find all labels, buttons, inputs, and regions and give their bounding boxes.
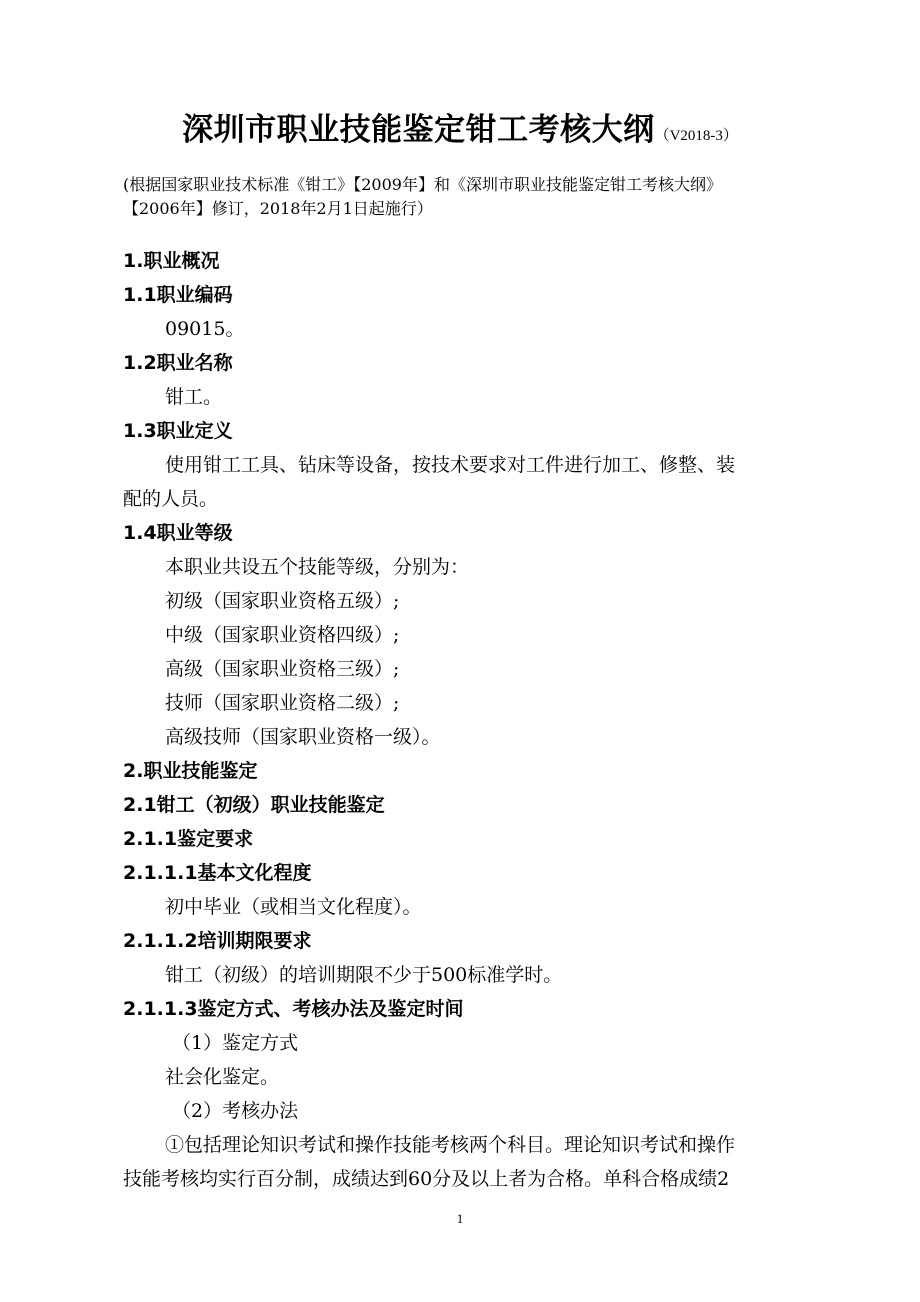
body-text: 本职业共设五个技能等级，分别为： <box>165 556 470 578</box>
section-heading: 1.职业概况 <box>123 250 220 272</box>
document-title: 深圳市职业技能鉴定钳工考核大纲 <box>182 112 655 148</box>
subsection-heading: 2.1.1.2培训期限要求 <box>123 930 312 952</box>
level-item: 高级技师（国家职业资格一级）。 <box>165 726 441 748</box>
subsection-heading: 2.1钳工（初级）职业技能鉴定 <box>123 794 385 816</box>
document-version: （V2018-3） <box>654 128 738 144</box>
revision-note-line-2: 【2006年】修订，2018年2月1日起施行） <box>123 199 433 218</box>
subsection-heading: 2.1.1鉴定要求 <box>123 828 254 850</box>
subsection-heading: 1.2职业名称 <box>123 352 233 374</box>
body-text: 钳工（初级）的培训期限不少于500标准学时。 <box>165 964 563 986</box>
level-item: 高级（国家职业资格三级）; <box>165 658 400 680</box>
level-item: 中级（国家职业资格四级）; <box>165 624 400 646</box>
list-item-label: （2）考核办法 <box>172 1100 299 1122</box>
body-text: 钳工。 <box>165 386 223 408</box>
level-item: 技师（国家职业资格二级）; <box>165 692 400 714</box>
body-text-continued: 配的人员。 <box>123 488 219 510</box>
body-text: 社会化鉴定。 <box>165 1066 280 1088</box>
subsection-heading: 2.1.1.1基本文化程度 <box>123 862 312 884</box>
subsection-heading: 1.4职业等级 <box>123 522 233 544</box>
subsection-heading: 1.3职业定义 <box>123 420 233 442</box>
list-item-label: （1）鉴定方式 <box>172 1032 299 1054</box>
revision-note-line-1: (根据国家职业技术标准《钳工》【2009年】和《深圳市职业技能鉴定钳工考核大纲》 <box>123 175 722 194</box>
body-text: 初中毕业（或相当文化程度）。 <box>165 896 422 918</box>
subsection-heading: 2.1.1.3鉴定方式、考核办法及鉴定时间 <box>123 998 464 1020</box>
page-number: 1 <box>456 1211 464 1226</box>
body-text: 使用钳工工具、钻床等设备，按技术要求对工件进行加工、修整、装 <box>165 454 736 476</box>
body-text-continued: 技能考核均实行百分制，成绩达到60分及以上者为合格。单科合格成绩2 <box>123 1168 730 1190</box>
level-item: 初级（国家职业资格五级）; <box>165 590 400 612</box>
subsection-heading: 1.1职业编码 <box>123 284 233 306</box>
section-heading: 2.职业技能鉴定 <box>123 760 258 782</box>
body-text: 09015。 <box>165 318 245 340</box>
body-text: ①包括理论知识考试和操作技能考核两个科目。理论知识考试和操作 <box>165 1134 736 1156</box>
document-title-row <box>0 104 920 149</box>
